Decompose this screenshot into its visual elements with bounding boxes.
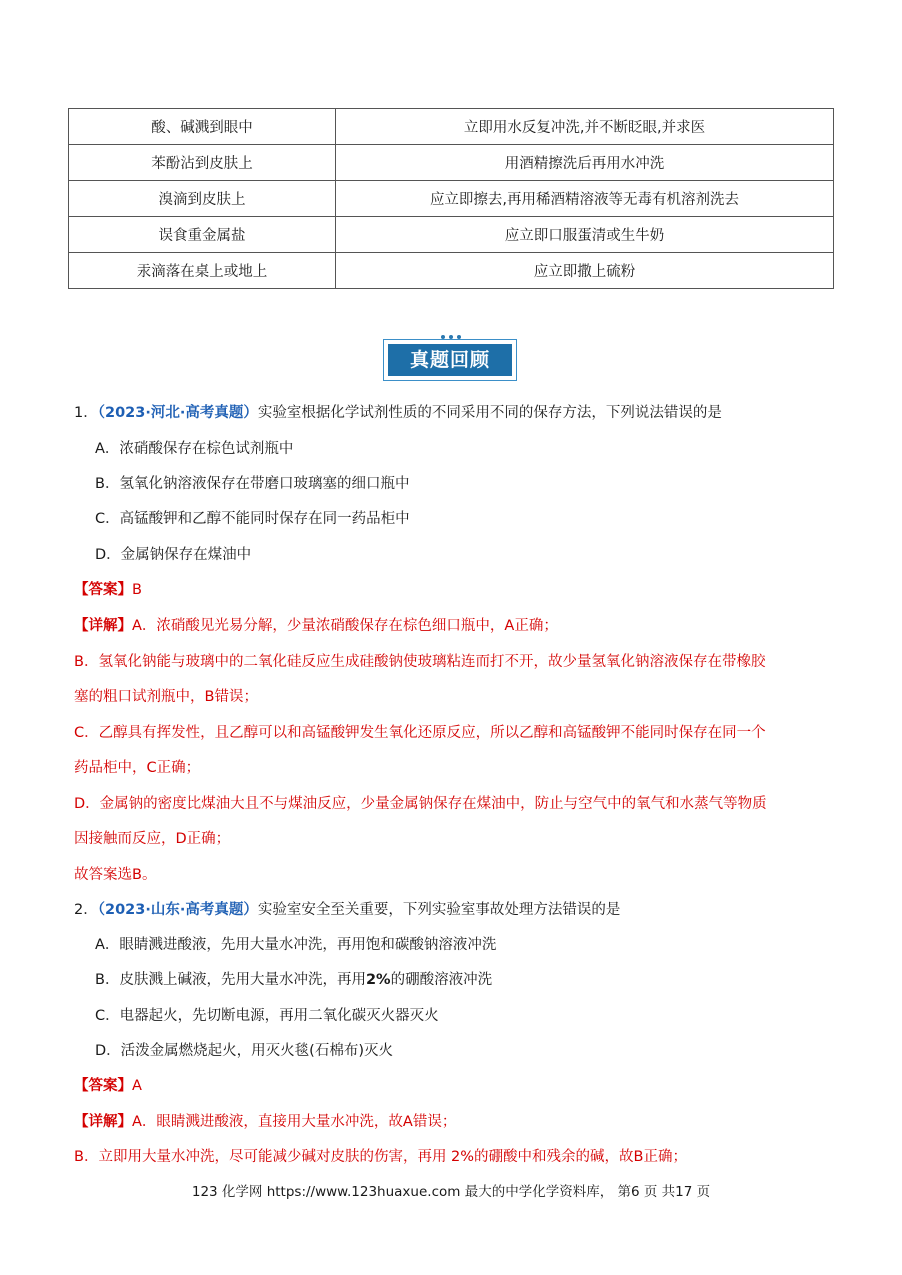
page-footer: 123 化学网 https://www.123huaxue.com 最大的中学化学资料库， 第6 页 共17 页 — [191, 1184, 711, 1200]
question-text: 实验室安全至关重要，下列实验室事故处理方法错误的是 — [257, 902, 621, 918]
table-cell-treatment: 用酒精擦洗后再用水冲洗 — [336, 145, 834, 181]
question-number: 2． — [74, 902, 98, 918]
table-row — [69, 109, 834, 145]
answer-line — [74, 580, 142, 600]
answer-value: B — [132, 582, 142, 598]
question-source: （2023·山东·高考真题） — [97, 902, 258, 918]
answer-value: A — [132, 1078, 142, 1094]
detail-text: 因接触而反应，D正确； — [74, 831, 231, 847]
table-cell-situation: 误食重金属盐 — [69, 217, 336, 253]
detail-text: C．乙醇具有挥发性，且乙醇可以和高锰酸钾发生氧化还原反应，所以乙醇和高锰酸钾不能同时保存在同一个 — [74, 725, 766, 741]
detail-tag: 【详解】 — [74, 1114, 132, 1130]
answer-tag: 【答案】 — [74, 582, 132, 598]
banner-title: 真题回顾 — [388, 344, 512, 376]
table-cell-situation: 酸、碱溅到眼中 — [69, 109, 336, 145]
question-number: 1． — [74, 405, 98, 421]
question-source: （2023·河北·高考真题） — [97, 405, 258, 421]
option-text: D．活泼金属燃烧起火，用灭火毯(石棉布)灭火 — [95, 1043, 393, 1059]
table-cell-treatment: 立即用水反复冲洗,并不断眨眼,并求医 — [336, 109, 834, 145]
table-cell-situation: 汞滴落在桌上或地上 — [69, 253, 336, 289]
conclusion-text: 故答案选B。 — [74, 867, 157, 883]
detail-text: 塞的粗口试剂瓶中，B错误； — [74, 689, 258, 705]
option-bold-text: 2% — [365, 972, 391, 988]
banner-frame — [383, 339, 517, 381]
safety-table — [68, 108, 834, 289]
option-text: C．电器起火，先切断电源，再用二氧化碳灭火器灭火 — [95, 1008, 439, 1024]
detail-text: 药品柜中，C正确； — [74, 760, 201, 776]
detail-text: A．眼睛溅进酸液，直接用大量水冲洗，故A错误； — [132, 1114, 457, 1130]
option-b: B．氢氧化钠溶液保存在带磨口玻璃塞的细口瓶中 — [95, 476, 410, 492]
table-cell-situation: 苯酚沾到皮肤上 — [69, 145, 336, 181]
question-1-stem — [74, 403, 722, 423]
option-b — [95, 970, 492, 990]
option-d — [95, 1041, 393, 1061]
table-row — [69, 145, 834, 181]
section-banner — [383, 333, 517, 381]
option-a: A．浓硝酸保存在棕色试剂瓶中 — [95, 441, 294, 457]
detail-text: B．氢氧化钠能与玻璃中的二氧化硅反应生成硅酸钠使玻璃粘连而打不开，故少量氢氧化钠溶液保存在带橡胶 — [74, 654, 766, 670]
table-row — [69, 253, 834, 289]
answer-line — [74, 1076, 142, 1096]
table-cell-treatment: 应立即撒上硫粉 — [336, 253, 834, 289]
detail-line — [74, 1112, 456, 1132]
option-c: C．高锰酸钾和乙醇不能同时保存在同一药品柜中 — [95, 511, 410, 527]
table-cell-treatment: 应立即擦去,再用稀酒精溶液等无毒有机溶剂洗去 — [336, 181, 834, 217]
table-row — [69, 181, 834, 217]
table-cell-situation: 溴滴到皮肤上 — [69, 181, 336, 217]
table-cell-treatment: 应立即口服蛋清或生牛奶 — [336, 217, 834, 253]
option-c — [95, 1006, 439, 1026]
detail-text: D．金属钠的密度比煤油大且不与煤油反应，少量金属钠保存在煤油中，防止与空气中的氧气和水蒸气等物质 — [74, 796, 767, 812]
question-text: 实验室根据化学试剂性质的不同采用不同的保存方法，下列说法错误的是 — [257, 405, 722, 421]
option-d: D．金属钠保存在煤油中 — [95, 547, 252, 563]
answer-tag: 【答案】 — [74, 1078, 132, 1094]
option-text: 的硼酸溶液冲洗 — [390, 972, 493, 988]
detail-text: B．立即用大量水冲洗，尽可能减少碱对皮肤的伤害，再用 2%的硼酸中和残余的碱，故B正确； — [74, 1149, 688, 1165]
table-row — [69, 217, 834, 253]
option-text: B．皮肤溅上碱液，先用大量水冲洗，再用 — [95, 972, 366, 988]
question-2-stem — [74, 900, 620, 920]
detail-text: A．浓硝酸见光易分解，少量浓硝酸保存在棕色细口瓶中，A正确； — [132, 618, 558, 634]
option-text: A．眼睛溅进酸液，先用大量水冲洗，再用饱和碳酸钠溶液冲洗 — [95, 937, 497, 953]
detail-line — [74, 616, 558, 636]
detail-tag: 【详解】 — [74, 618, 132, 634]
option-a — [95, 935, 496, 955]
